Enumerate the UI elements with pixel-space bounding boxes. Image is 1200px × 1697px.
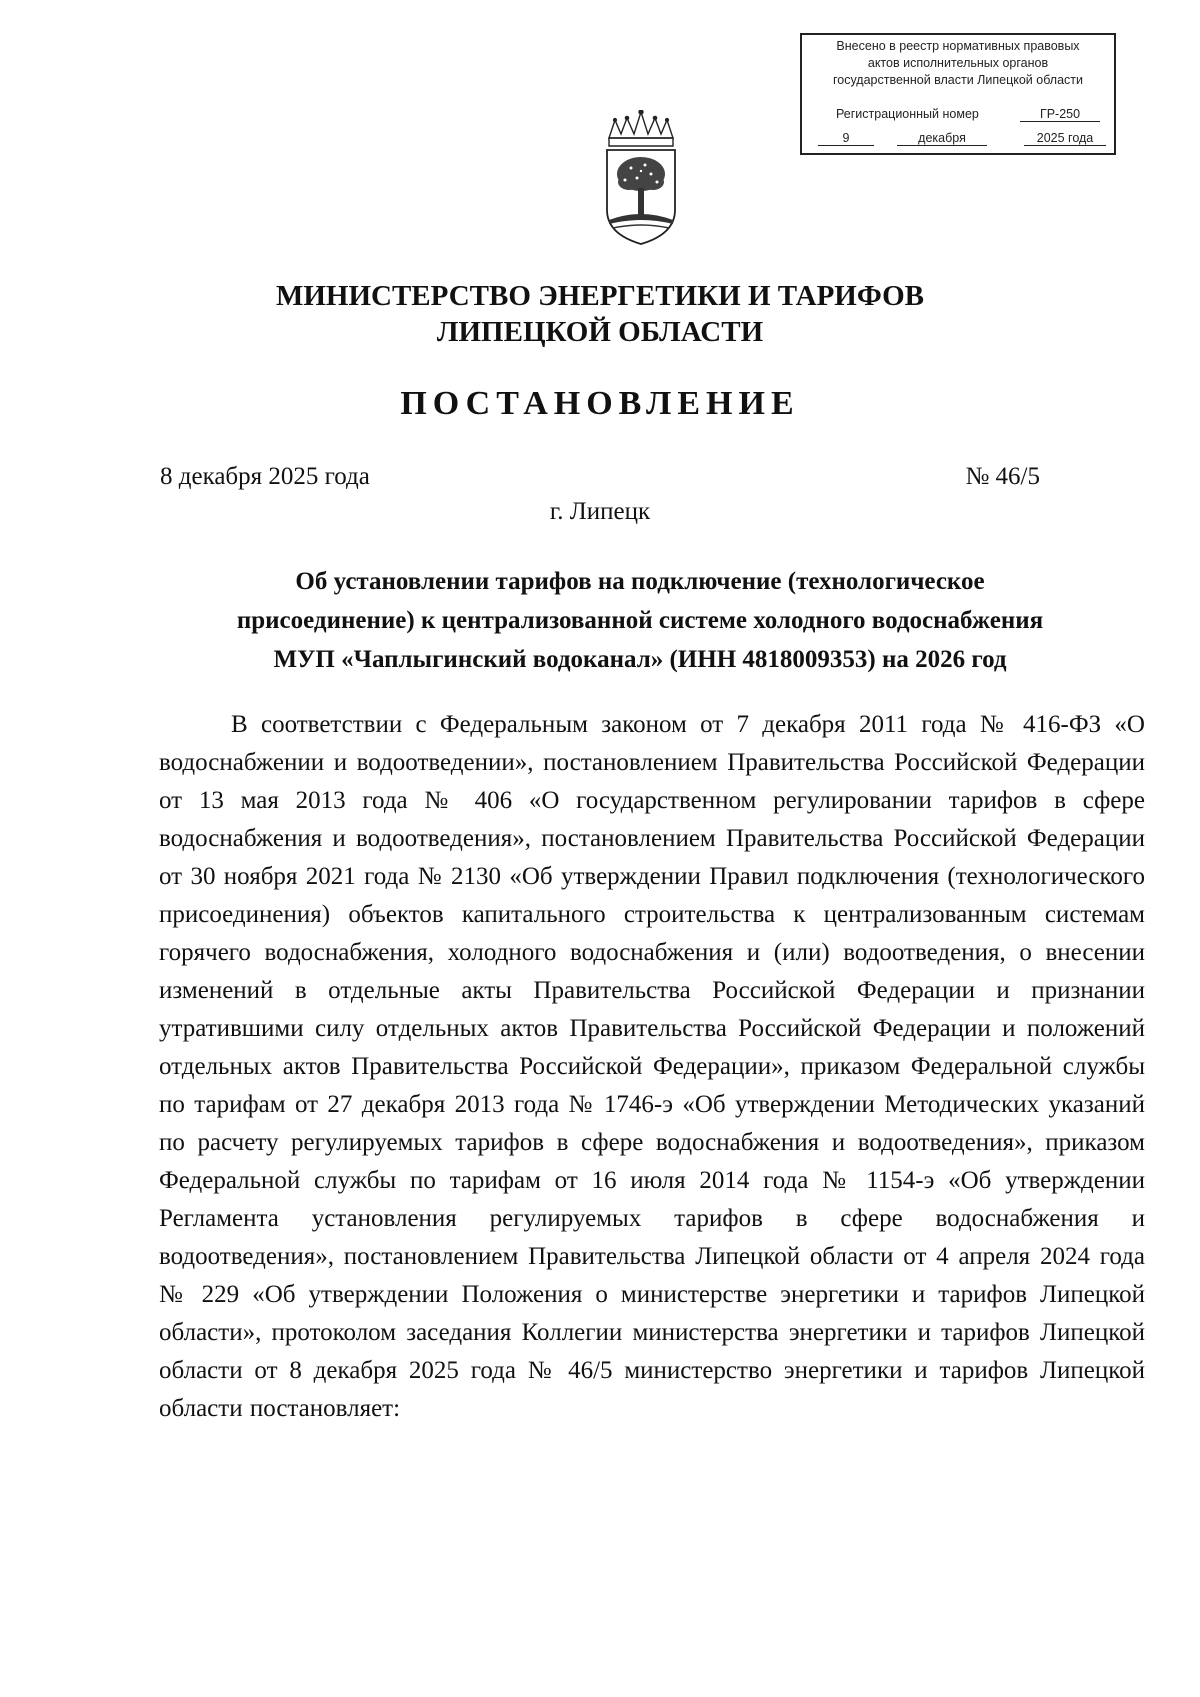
stamp-reg-label: Регистрационный номер: [836, 107, 979, 121]
stamp-line-1: Внесено в реестр нормативных правовых: [836, 39, 1080, 53]
document-date: 8 декабря 2025 года: [160, 463, 370, 490]
stamp-line-3: государственной власти Липецкой области: [832, 73, 1084, 87]
document-type: ПОСТАНОВЛЕНИЕ: [400, 385, 800, 422]
stamp-reg-number: ГР-250: [1020, 107, 1100, 122]
title-line-3: МУП «Чаплыгинский водоканал» (ИНН 4818009353) на 2026 год: [273, 646, 1007, 673]
body-paragraph: В соответствии с Федеральным законом от 7 декабря 2011 года № 416-ФЗ «О водоснабжении и водоотведении», постановлением Правительства Российской Федерации от 13 мая 2013 года № 406 «О государственном регулировании тарифов в сфере водоснабжения и водоотведения», постановлением Правительства Российской Федерации от 30 ноября 2021 года № 2130 «Об утверждении Правил подключения (технологического присоединения) объектов капитального строительства к централизованным системам горячего водоснабжения, холодного водоснабжения и (или) водоотведения, о внесении изменений в отдельные акты Правительства Российской Федерации и признании утратившими силу отдельных актов Правительства Российской Федерации и положений отдельных актов Правительства Российской Федерации», приказом Федеральной службы по тарифам от 27 декабря 2013 года № 1746-э «Об утверждении Методических указаний по расчету регулируемых тарифов в сфере водоснабжения и водоотведения», приказом Федеральной службы по тарифам от 16 июля 2014 года № 1154-э «Об утверждении Регламента установления регулируемых тарифов в сфере водоснабжения и водоотведения», постановлением Правительства Липецкой области от 4 апреля 2024 года № 229 «Об утверждении Положения о министерстве энергетики и тарифов Липецкой области», протоколом заседания Коллегии министерства энергетики и тарифов Липецкой области от 8 декабря 2025 года № 46/5 министерство энергетики и тарифов Липецкой области постановляет:: [159, 711, 1145, 1422]
document-city: г. Липецк: [549, 498, 651, 525]
document-title: [160, 562, 1120, 679]
ministry-name: [150, 278, 1050, 350]
stamp-year: 2025 года: [1024, 131, 1106, 146]
title-line-1: Об установлении тарифов на подключение (технологическое: [295, 568, 985, 595]
stamp-line-2: актов исполнительных органов: [867, 56, 1049, 70]
registry-stamp: [800, 33, 1116, 155]
lipetsk-coat-of-arms-icon: [601, 110, 681, 246]
ministry-line-1: МИНИСТЕРСТВО ЭНЕРГЕТИКИ И ТАРИФОВ: [275, 280, 925, 312]
stamp-day: 9: [818, 131, 874, 146]
document-number: № 46/5: [965, 463, 1040, 490]
ministry-line-2: ЛИПЕЦКОЙ ОБЛАСТИ: [436, 316, 764, 348]
stamp-month: декабря: [897, 131, 987, 146]
title-line-2: присоединение) к централизованной системе холодного водоснабжения: [236, 607, 1044, 634]
